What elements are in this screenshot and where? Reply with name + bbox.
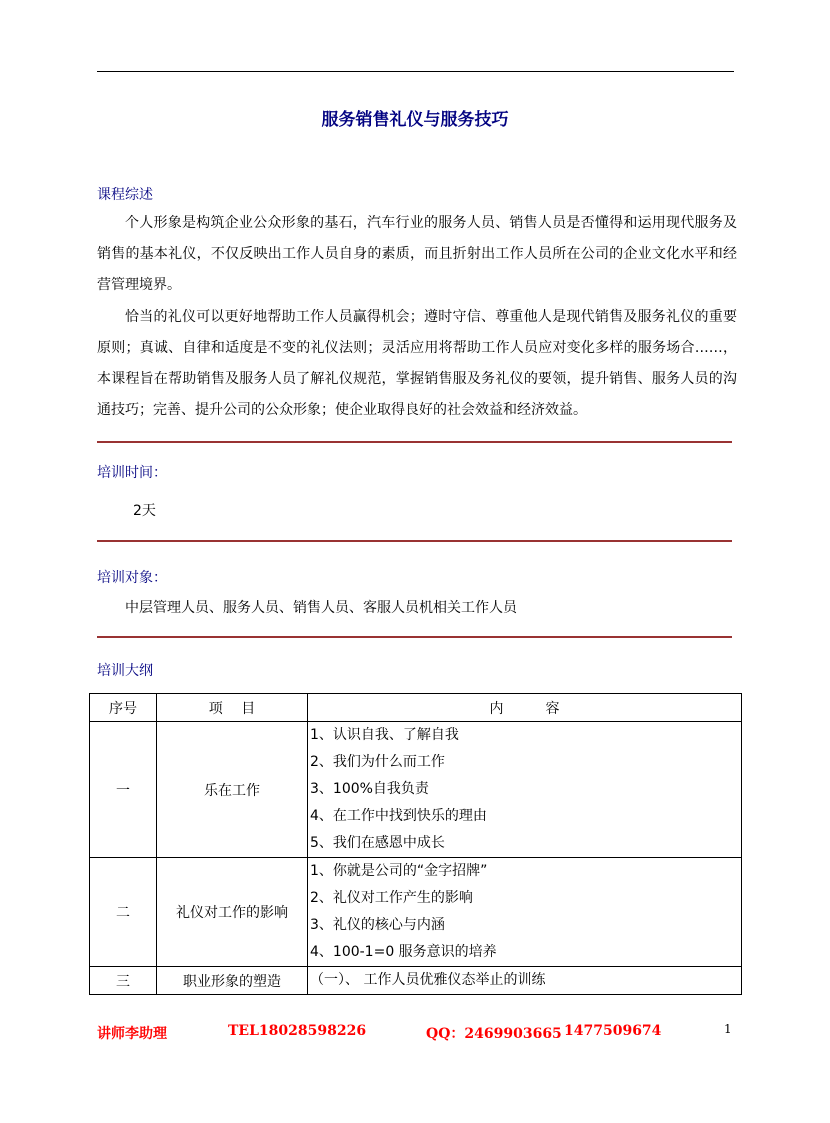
content-line: 3、100%自我负责 bbox=[310, 781, 429, 797]
outline-heading: 培训大纲 bbox=[97, 663, 153, 679]
content-line: 1、你就是公司的“金字招牌” bbox=[310, 863, 488, 879]
column-header-no: 序号 bbox=[90, 694, 157, 722]
footer-lecturer: 讲师李助理 bbox=[97, 1026, 167, 1042]
table-row bbox=[90, 722, 742, 858]
overview-paragraph-1: 个人形象是构筑企业公众形象的基石，汽车行业的服务人员、销售人员是否懂得和运用现代服务及销售的基本礼仪，不仅反映出工作人员自身的素质，而且折射出工作人员所在公司的企业文化水平和经营管理境界。 bbox=[97, 215, 737, 293]
content-line: 4、100-1=0 服务意识的培养 bbox=[310, 944, 497, 960]
column-header-item: 项 目 bbox=[157, 694, 308, 722]
row-contents bbox=[308, 722, 742, 858]
section-divider bbox=[97, 636, 732, 638]
document-title: 服务销售礼仪与服务技巧 bbox=[321, 110, 509, 130]
training-audience-heading: 培训对象： bbox=[97, 570, 167, 586]
content-line: （一）、 工作人员优雅仪态举止的训练 bbox=[310, 972, 546, 988]
content-line: 3、礼仪的核心与内涵 bbox=[310, 917, 445, 933]
row-item: 乐在工作 bbox=[157, 722, 308, 858]
content-line: 1、认识自我、了解自我 bbox=[310, 727, 459, 743]
section-divider bbox=[97, 441, 732, 443]
content-line: 2、我们为什么而工作 bbox=[310, 754, 445, 770]
row-item: 礼仪对工作的影响 bbox=[157, 858, 308, 967]
footer-qq-secondary: 1477509674 bbox=[564, 1023, 662, 1039]
column-header-content: 内 容 bbox=[308, 694, 742, 722]
row-number: 二 bbox=[90, 858, 157, 967]
content-line: 5、我们在感恩中成长 bbox=[310, 835, 445, 851]
section-divider bbox=[97, 540, 732, 542]
footer-phone: TEL18028598226 bbox=[228, 1023, 367, 1039]
row-contents bbox=[308, 967, 742, 995]
content-line: 4、在工作中找到快乐的理由 bbox=[310, 808, 487, 824]
table-row bbox=[90, 858, 742, 967]
outline-table bbox=[89, 693, 742, 995]
table-header-row bbox=[90, 694, 742, 722]
training-time-value: 2天 bbox=[133, 503, 156, 519]
content-line: 2、礼仪对工作产生的影响 bbox=[310, 890, 473, 906]
training-audience-value: 中层管理人员、服务人员、销售人员、客服人员机相关工作人员 bbox=[125, 600, 517, 616]
overview-heading: 课程综述 bbox=[97, 187, 153, 203]
header-rule bbox=[97, 71, 734, 72]
row-contents bbox=[308, 858, 742, 967]
page-number: 1 bbox=[724, 1022, 732, 1036]
footer-qq: QQ：2469903665 bbox=[426, 1026, 562, 1042]
row-item: 职业形象的塑造 bbox=[157, 967, 308, 995]
row-number: 一 bbox=[90, 722, 157, 858]
table-row bbox=[90, 967, 742, 995]
training-time-heading: 培训时间： bbox=[97, 465, 167, 481]
overview-paragraph-2: 恰当的礼仪可以更好地帮助工作人员赢得机会；遵时守信、尊重他人是现代销售及服务礼仪的重要原则；真诚、自律和适度是不变的礼仪法则；灵活应用将帮助工作人员应对变化多样的服务场合……，本课程旨在帮助销售及服务人员了解礼仪规范，掌握销售服及务礼仪的要领，提升销售、服务人员的沟通技巧；完善、提升公司的公众形象；使企业取得良好的社会效益和经济效益。 bbox=[97, 309, 737, 418]
row-number: 三 bbox=[90, 967, 157, 995]
